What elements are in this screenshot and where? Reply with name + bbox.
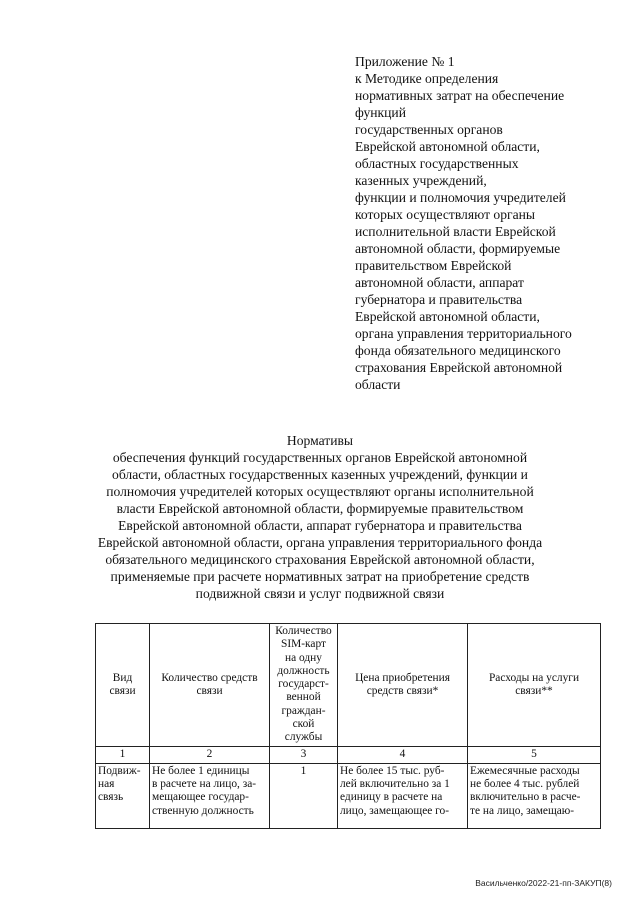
header-text: Вид xyxy=(112,671,133,684)
appendix-line: государственных органов xyxy=(355,122,503,137)
appendix-line: области xyxy=(355,377,401,392)
cell-text: Не более 1 единицы xyxy=(152,764,250,777)
appendix-line: к Методике определения xyxy=(355,71,499,86)
header-text: Количество xyxy=(275,625,332,637)
appendix-line: страхования Еврейской автономной xyxy=(355,360,563,375)
cell-text: мещающее государ- xyxy=(152,791,249,804)
cell-text: ная xyxy=(98,777,115,790)
header-cell-sim-count xyxy=(270,624,338,747)
cell-price xyxy=(338,763,468,828)
appendix-line: казенных учреждений, xyxy=(355,173,487,188)
header-text: венной xyxy=(286,691,321,704)
header-text: связи** xyxy=(515,684,553,697)
column-number: 1 xyxy=(96,746,150,763)
header-text: средств связи* xyxy=(366,684,439,697)
appendix-line: нормативных затрат на обеспечение xyxy=(355,88,565,103)
appendix-line: областных государственных xyxy=(355,156,519,171)
header-text: на одну xyxy=(285,651,322,664)
appendix-line: Приложение № 1 xyxy=(355,54,455,69)
title-line: области, областных государственных казенных учреждений, функции и xyxy=(112,467,528,482)
cell-text: включительно в расче- xyxy=(470,791,581,804)
appendix-line: которых осуществляют органы xyxy=(355,207,536,222)
title-line: власти Еврейской автономной области, формируемые правительством xyxy=(116,501,524,516)
header-text: ской xyxy=(292,718,315,731)
cell-text: 1 xyxy=(300,764,307,777)
title-line: Еврейской автономной области, органа управления территориального фонда xyxy=(97,535,543,550)
cell-sim-count xyxy=(270,763,338,828)
header-text: Цена приобретения xyxy=(355,671,450,684)
header-text: Расходы на услуги xyxy=(488,671,580,684)
header-cell-price xyxy=(338,624,468,747)
appendix-line: функции и полномочия учредителей xyxy=(355,190,566,205)
table-row xyxy=(96,763,601,828)
header-text: граждан- xyxy=(281,704,326,717)
cell-text: лей включительно за 1 xyxy=(340,777,450,790)
appendix-line: автономной области, аппарат xyxy=(355,275,524,290)
header-text: должность xyxy=(277,664,330,677)
header-text: SIM-карт xyxy=(281,638,326,651)
title-line: подвижной связи и услуг подвижной связи xyxy=(195,586,445,601)
header-text: связи xyxy=(196,684,223,697)
cell-type xyxy=(96,763,150,828)
column-number: 5 xyxy=(468,746,601,763)
header-cell-type xyxy=(96,624,150,747)
title-line: полномочия учредителей которых осуществляют органы исполнительной xyxy=(106,484,534,499)
column-number: 4 xyxy=(338,746,468,763)
title-heading: Нормативы xyxy=(286,433,354,448)
appendix-line: органа управления территориального xyxy=(355,326,572,341)
title-line: Еврейской автономной области, аппарат губернатора и правительства xyxy=(118,518,522,533)
header-text: государст- xyxy=(278,678,329,691)
title-line: применяемые при расчете нормативных затрат на приобретение средств xyxy=(110,569,530,584)
cell-text: те на лицо, замещаю- xyxy=(470,804,575,817)
cell-text: ственную должность xyxy=(152,804,254,817)
header-text: службы xyxy=(284,731,323,744)
cell-text: в расчете на лицо, за- xyxy=(152,777,257,790)
appendix-line: фонда обязательного медицинского xyxy=(355,343,561,358)
column-number-row xyxy=(96,746,601,763)
table-header-row xyxy=(96,624,601,747)
appendix-line: автономной области, формируемые xyxy=(355,241,561,256)
appendix-header xyxy=(355,53,625,393)
column-number: 3 xyxy=(270,746,338,763)
header-text: Количество средств xyxy=(161,671,258,684)
cell-text: Ежемесячные расходы xyxy=(470,764,580,777)
cell-text: связь xyxy=(98,791,124,804)
norms-table xyxy=(95,623,601,829)
cell-text: единицу в расчете на xyxy=(340,791,443,804)
document-title xyxy=(40,432,600,602)
title-line: обеспечения функций государственных органов Еврейской автономной xyxy=(112,450,528,465)
appendix-line: исполнительной власти Еврейской xyxy=(355,224,556,239)
cell-text: лицо, замещающее го- xyxy=(340,804,450,817)
cell-text: не более 4 тыс. рублей xyxy=(470,777,580,790)
cell-device-count xyxy=(150,763,270,828)
document-footer: Васильченко/2022-21-пп-ЗАКУП(8) xyxy=(475,878,612,888)
header-cell-service-costs xyxy=(468,624,601,747)
header-cell-device-count xyxy=(150,624,270,747)
appendix-line: правительством Еврейской xyxy=(355,258,512,273)
title-line: обязательного медицинского страхования Еврейской автономной области, xyxy=(105,552,535,567)
appendix-line: Еврейской автономной области, xyxy=(355,309,540,324)
appendix-line: губернатора и правительства xyxy=(355,292,523,307)
cell-service-costs xyxy=(468,763,601,828)
column-number: 2 xyxy=(150,746,270,763)
cell-text: Не более 15 тыс. руб- xyxy=(340,764,445,777)
appendix-line: функций xyxy=(355,105,406,120)
cell-text: Подвиж- xyxy=(98,764,141,777)
appendix-line: Еврейской автономной области, xyxy=(355,139,540,154)
header-text: связи xyxy=(109,684,136,697)
